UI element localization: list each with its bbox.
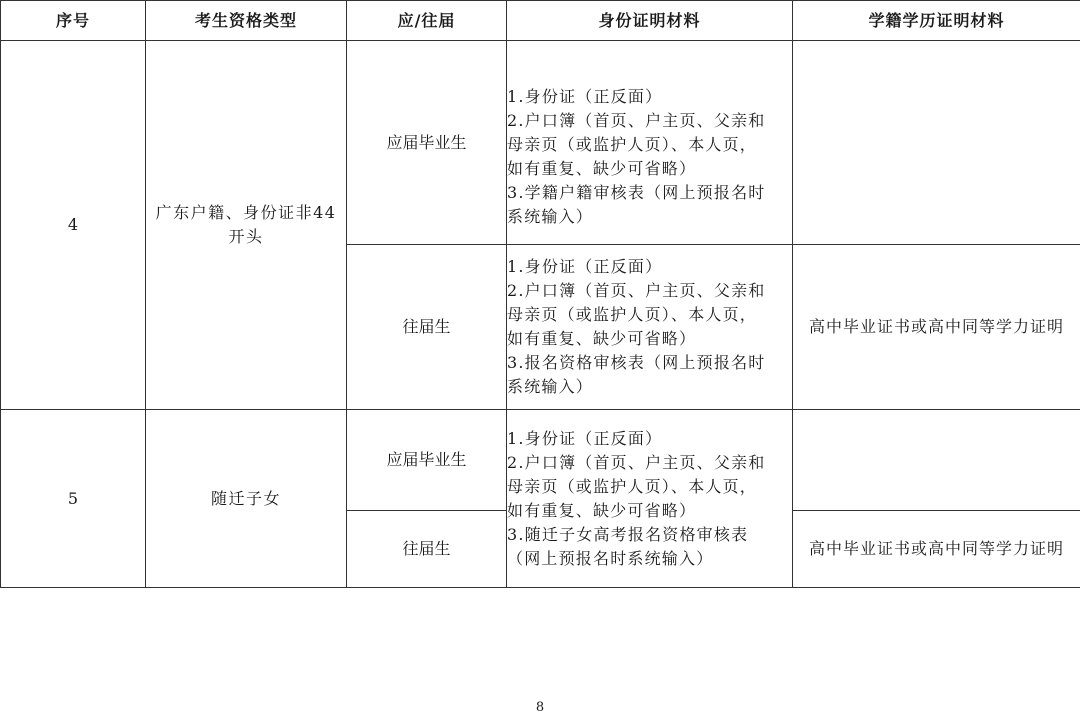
row5-current-education [793,410,1080,511]
row5-type-cell [146,410,347,588]
header-identity: 身份证明材料 [507,1,793,41]
row4-current-status: 应届毕业生 [347,41,507,245]
row4-past-identity [507,245,793,410]
identity-line: 3.报名资格审核表（网上预报名时 [507,353,766,372]
identity-line: 母亲页（或监护人页）、本人页， [507,305,758,324]
row4-index: 4 [1,41,146,410]
identity-line: 如有重复、缺少可省略） [507,329,697,348]
row4-current-identity [507,41,793,245]
row4-current-education [793,41,1080,245]
row4-type-cell [146,41,347,410]
row5-type: 随迁子女 [210,488,281,508]
identity-line: 2.户口簿（首页、户主页、父亲和 [507,281,766,300]
header-education: 学籍学历证明材料 [793,1,1080,41]
page-number: 8 [535,700,545,715]
identity-line: 2.户口簿（首页、户主页、父亲和 [507,110,766,130]
row5-past-education-text: 高中毕业证书或高中同等学力证明 [808,539,1064,558]
identity-line: 2.户口簿（首页、户主页、父亲和 [507,452,766,472]
identity-line: 1.身份证（正反面） [507,257,663,276]
identity-line: 1.身份证（正反面） [507,428,663,448]
identity-line: 母亲页（或监护人页）、本人页， [507,134,758,154]
identity-line: 3.学籍户籍审核表（网上预报名时 [507,182,766,202]
identity-line: 系统输入） [507,206,594,226]
row5-identity [507,410,793,588]
row5-past-status: 往届生 [347,511,507,588]
row5-past-education [793,511,1080,588]
identity-line: 系统输入） [507,377,594,396]
row4-type: 广东户籍、身份证非44开头 [155,203,337,246]
header-index: 序号 [1,1,146,41]
row4-past-education-text: 高中毕业证书或高中同等学力证明 [808,317,1064,336]
row5-current-status: 应届毕业生 [347,410,507,511]
table-row [1,41,1080,245]
header-status: 应/往届 [347,1,507,41]
row4-past-education [793,245,1080,410]
identity-line: （网上预报名时系统输入） [507,548,714,568]
identity-line: 如有重复、缺少可省略） [507,158,697,178]
row4-past-status: 往届生 [347,245,507,410]
identity-line: 母亲页（或监护人页）、本人页， [507,476,758,496]
header-row [1,1,1080,41]
header-type: 考生资格类型 [146,1,347,41]
table-row [1,410,1080,511]
identity-line: 如有重复、缺少可省略） [507,500,697,520]
identity-line: 1.身份证（正反面） [507,86,663,106]
identity-line: 3.随迁子女高考报名资格审核表 [507,524,749,544]
row5-index: 5 [1,410,146,588]
